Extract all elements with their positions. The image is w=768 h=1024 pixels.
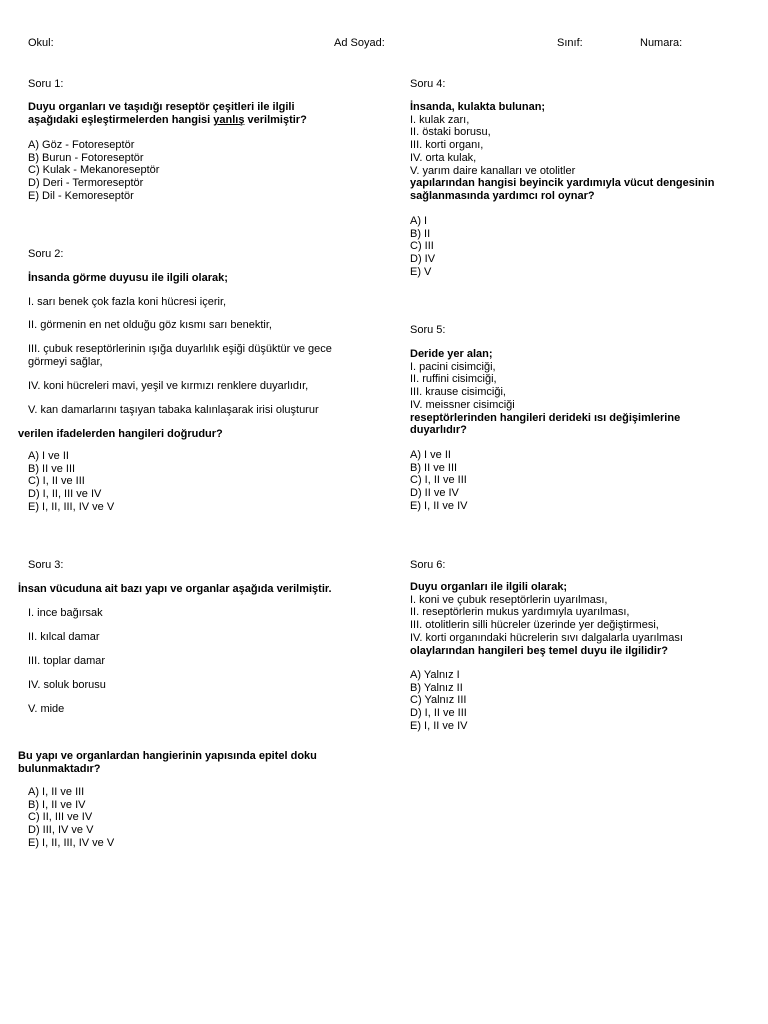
q2-statement-1: I. sarı benek çok fazla koni hücresi içerir, [28,296,227,308]
q2-question: verilen ifadelerden hangileri doğrudur? [18,428,223,440]
q3-stem: İnsan vücuduna ait bazı yapı ve organlar aşağıda verilmiştir. [18,583,332,595]
q1-emphasis: yanlış [213,113,245,126]
q3-option-c: C) II, III ve IV [28,811,93,824]
q4-item-3: III. korti organı, [410,139,484,152]
q6-question: olaylarından hangileri beş temel duyu ile ilgilidir? [410,644,668,657]
q6-item-4: IV. korti organındaki hücrelerin sıvı dalgalarla uyarılması [410,631,683,644]
q5-label: Soru 5: [410,324,446,336]
q4-option-a: A) I [410,215,428,227]
q1-option-e: E) Dil - Kemoreseptör [28,189,134,202]
q5-item-1: I. pacini cisimciği, [410,360,496,373]
q5-option-b: B) II ve III [410,461,458,474]
q6-item-2: II. reseptörlerin mukus yardımıyla uyarılması, [410,606,630,619]
q3-item-3: III. toplar damar [28,655,106,667]
q6-item-3: III. otolitlerin silli hücreler üzerinde yer değiştirmesi, [410,619,659,632]
okul-label: Okul: [28,37,54,49]
q4-label: Soru 4: [410,78,446,90]
q2-statement-4: IV. koni hücreleri mavi, yeşil ve kırmızı renklere duyarlıdır, [28,380,309,392]
q6-stem: Duyu organları ile ilgili olarak; [410,581,568,593]
q1-option-b: B) Burun - Fotoreseptör [28,151,144,164]
q3-item-4: IV. soluk borusu [28,679,106,691]
q6-option-a: A) Yalnız I [410,669,460,681]
q5-option-e: E) I, II ve IV [410,499,468,512]
q1-stem-line1: Duyu organları ve taşıdığı reseptör çeşitleri ile ilgili [28,101,295,113]
q2-statement-3: III. çubuk reseptörlerinin ışığa duyarlılık eşiği düşüktür ve gece görmeyi sağlar, [28,343,332,368]
q1-stem-line2: aşağıdaki eşleştirmelerden hangisi yanlış verilmiştir? [28,113,307,126]
q1-label: Soru 1: [28,78,64,90]
q2-options [28,450,114,514]
q4-option-c: C) III [410,240,434,253]
q3-options [28,786,114,850]
q3-item-2: II. kılcal damar [28,631,100,643]
q3-label: Soru 3: [28,559,64,571]
q2-stem: İnsanda görme duyusu ile ilgili olarak; [28,272,228,284]
q2-label: Soru 2: [28,248,64,260]
q5-option-c: C) I, II ve III [410,474,467,487]
q3-option-b: B) I, II ve IV [28,798,86,811]
q2-option-a: A) I ve II [28,450,69,462]
q6-option-c: C) Yalnız III [410,694,467,707]
q4-item-4: IV. orta kulak, [410,151,477,164]
q4-option-e: E) V [410,265,432,278]
q1-options [28,139,159,203]
q3-option-d: D) III, IV ve V [28,824,94,837]
q5-question-line2: duyarlıdır? [410,424,467,437]
q5-options [410,449,467,513]
sinif-label: Sınıf: [557,37,583,49]
q4-item-1: I. kulak zarı, [410,113,470,126]
q1-stem [28,101,307,126]
q4-option-b: B) II [410,227,431,240]
q2-option-d: D) I, II, III ve IV [28,488,102,501]
q4-body [410,101,714,203]
q2-option-b: B) II ve III [28,462,76,475]
q5-item-3: III. krause cisimciği, [410,386,506,399]
q4-question-line1: yapılarından hangisi beyincik yardımıyla vücut dengesinin [410,177,715,190]
q6-body [410,581,683,657]
q5-item-2: II. ruffini cisimciği, [410,373,497,386]
q5-option-d: D) II ve IV [410,487,459,500]
q6-option-e: E) I, II ve IV [410,719,468,732]
q4-item-2: II. östaki borusu, [410,126,491,139]
q4-stem: İnsanda, kulakta bulunan; [410,101,546,113]
q3-item-5: V. mide [28,703,65,715]
q4-options [410,215,435,279]
q2-statement-5: V. kan damarlarını taşıyan tabaka kalınlaşarak irisi oluşturur [28,404,319,416]
numara-label: Numara: [640,37,683,49]
q6-option-d: D) I, II ve III [410,707,467,720]
q1-option-d: D) Deri - Termoreseptör [28,177,144,190]
q2-option-c: C) I, II ve III [28,475,85,488]
q3-question: Bu yapı ve organlardan hangierinin yapısında epitel doku bulunmaktadır? [18,750,317,775]
q6-option-b: B) Yalnız II [410,681,463,694]
q4-option-d: D) IV [410,253,436,266]
q5-question-line1: reseptörlerinden hangileri derideki ısı değişimlerine [410,411,681,424]
q2-statement-2: II. görmenin en net olduğu göz kısmı sarı benektir, [28,319,272,331]
q3-item-1: I. ince bağırsak [28,607,103,619]
q6-label: Soru 6: [410,559,446,571]
ad-soyad-label: Ad Soyad: [334,37,385,49]
q6-options [410,669,467,733]
q1-option-c: C) Kulak - Mekanoreseptör [28,164,160,177]
q4-item-5: V. yarım daire kanalları ve otolitler [410,164,576,177]
q5-stem: Deride yer alan; [410,348,493,360]
q6-item-1: I. koni ve çubuk reseptörlerin uyarılması, [410,593,608,606]
q2-option-e: E) I, II, III, IV ve V [28,500,115,513]
q5-item-4: IV. meissner cisimciği [410,398,515,411]
q5-option-a: A) I ve II [410,449,451,461]
q4-question-line2: sağlanmasında yardımcı rol oynar? [410,189,595,202]
q1-option-a: A) Göz - Fotoreseptör [28,139,135,151]
q5-body [410,348,680,437]
q3-option-a: A) I, II ve III [28,786,85,798]
q3-option-e: E) I, II, III, IV ve V [28,836,115,849]
